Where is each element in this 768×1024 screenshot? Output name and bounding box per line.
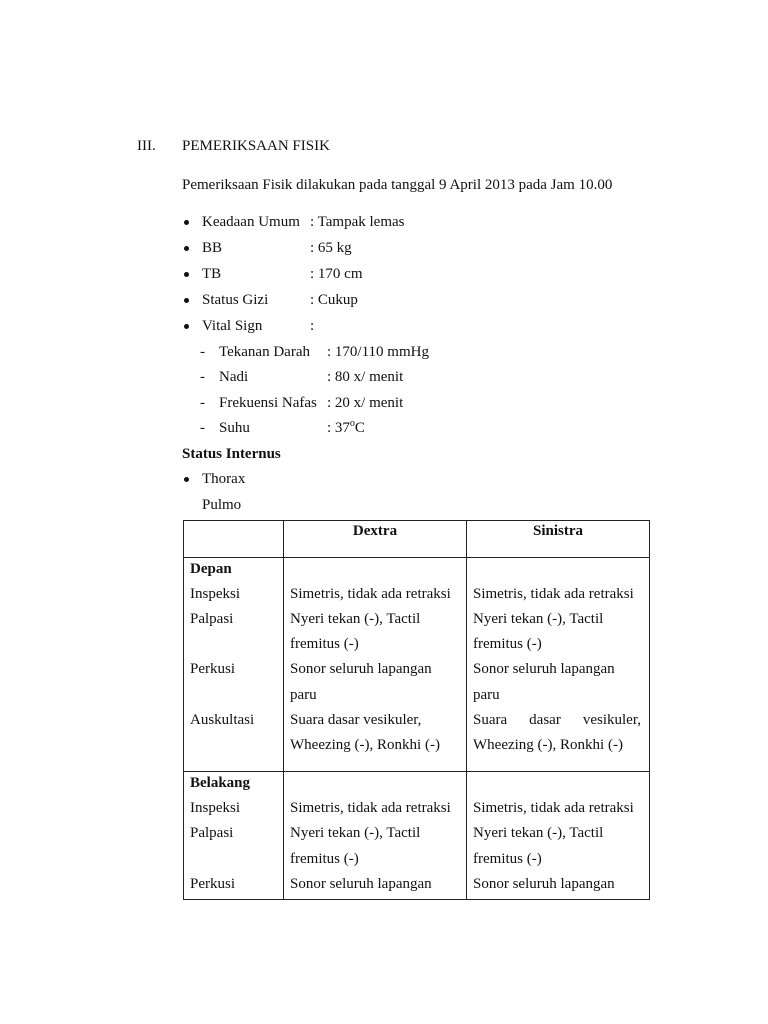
vital-value — [327, 419, 365, 437]
sinistra-text: Sonor seluruh lapangan — [473, 661, 615, 677]
bullet-icon — [184, 298, 189, 303]
bullet-icon — [184, 272, 189, 277]
intro-text: Pemeriksaan Fisik dilakukan pada tanggal 9 April 2013 pada Jam 10.00 — [182, 177, 613, 193]
row-label: Inspeksi — [190, 800, 240, 816]
dextra-text: Suara dasar vesikuler, — [290, 712, 422, 728]
sinistra-text: Nyeri tekan (-), Tactil — [473, 611, 604, 627]
bullet-icon — [184, 246, 189, 251]
sinistra-text: fremitus (-) — [473, 636, 542, 652]
row-label: Perkusi — [190, 876, 235, 892]
dextra-text: fremitus (-) — [290, 851, 359, 867]
dash: - — [200, 395, 205, 411]
row-label: Perkusi — [190, 661, 235, 677]
justified-word: Suara — [473, 712, 508, 728]
sinistra-text: Wheezing (-), Ronkhi (-) — [473, 737, 623, 753]
row-label: Auskultasi — [190, 712, 255, 728]
vital-label: Nadi — [219, 369, 249, 385]
temperature-unit: C — [354, 420, 365, 436]
general-value: : 65 kg — [310, 240, 352, 256]
dextra-text: Sonor seluruh lapangan — [290, 876, 432, 892]
justified-word: vesikuler, — [582, 712, 641, 728]
temperature-value: : 37 — [327, 420, 350, 436]
table-border — [183, 771, 650, 772]
table-border — [466, 520, 467, 900]
vital-label: Frekuensi Nafas — [219, 395, 317, 411]
table-border — [183, 520, 184, 900]
dextra-text: fremitus (-) — [290, 636, 359, 652]
vital-value: : 20 x/ menit — [327, 395, 404, 411]
sinistra-text: Sonor seluruh lapangan — [473, 876, 615, 892]
dash: - — [200, 344, 205, 360]
general-label: BB — [202, 240, 223, 256]
general-value: : Cukup — [310, 292, 358, 308]
dextra-text: Simetris, tidak ada retraksi — [290, 586, 451, 602]
row-label: Palpasi — [190, 825, 234, 841]
table-border — [183, 520, 650, 521]
header-sinistra: Sinistra — [532, 523, 583, 539]
section-title: PEMERIKSAAN FISIK — [182, 138, 330, 154]
dash: - — [200, 420, 205, 436]
table-border — [183, 557, 650, 558]
vital-value: : 170/110 mmHg — [327, 344, 429, 360]
general-value: : 170 cm — [310, 266, 363, 282]
section-depan: Depan — [190, 561, 232, 577]
row-label: Palpasi — [190, 611, 234, 627]
general-label: Status Gizi — [202, 292, 269, 308]
table-border — [183, 899, 650, 900]
vital-value: : 80 x/ menit — [327, 369, 404, 385]
vital-label: Tekanan Darah — [219, 344, 310, 360]
row-label: Inspeksi — [190, 586, 240, 602]
header-dextra: Dextra — [352, 523, 398, 539]
bullet-icon — [184, 477, 189, 482]
justified-word: dasar — [529, 712, 561, 728]
dextra-text: Simetris, tidak ada retraksi — [290, 800, 451, 816]
bullet-icon — [184, 220, 189, 225]
sinistra-text: paru — [473, 687, 500, 703]
table-border — [283, 520, 284, 900]
dextra-text: Nyeri tekan (-), Tactil — [290, 611, 421, 627]
sinistra-text: fremitus (-) — [473, 851, 542, 867]
section-belakang: Belakang — [190, 775, 251, 791]
bullet-icon — [184, 324, 189, 329]
sinistra-text: Nyeri tekan (-), Tactil — [473, 825, 604, 841]
general-value: : — [310, 318, 315, 334]
general-label: TB — [202, 266, 222, 282]
vital-label: Suhu — [219, 420, 250, 436]
degree-sup: o — [349, 418, 355, 429]
general-label: Vital Sign — [202, 318, 263, 334]
dextra-text: Wheezing (-), Ronkhi (-) — [290, 737, 440, 753]
general-label: Keadaan Umum — [202, 214, 300, 230]
dextra-text: Sonor seluruh lapangan — [290, 661, 432, 677]
dextra-text: Nyeri tekan (-), Tactil — [290, 825, 421, 841]
pulmo-label: Pulmo — [202, 497, 242, 513]
sinistra-text: Simetris, tidak ada retraksi — [473, 586, 634, 602]
sinistra-text: Simetris, tidak ada retraksi — [473, 800, 634, 816]
sinistra-justified-line — [473, 711, 641, 729]
general-value: : Tampak lemas — [310, 214, 405, 230]
thorax-label: Thorax — [202, 471, 246, 487]
dextra-text: paru — [290, 687, 317, 703]
status-internus-heading: Status Internus — [182, 446, 281, 462]
dash: - — [200, 369, 205, 385]
table-border — [649, 520, 650, 900]
section-number: III. — [137, 138, 156, 154]
